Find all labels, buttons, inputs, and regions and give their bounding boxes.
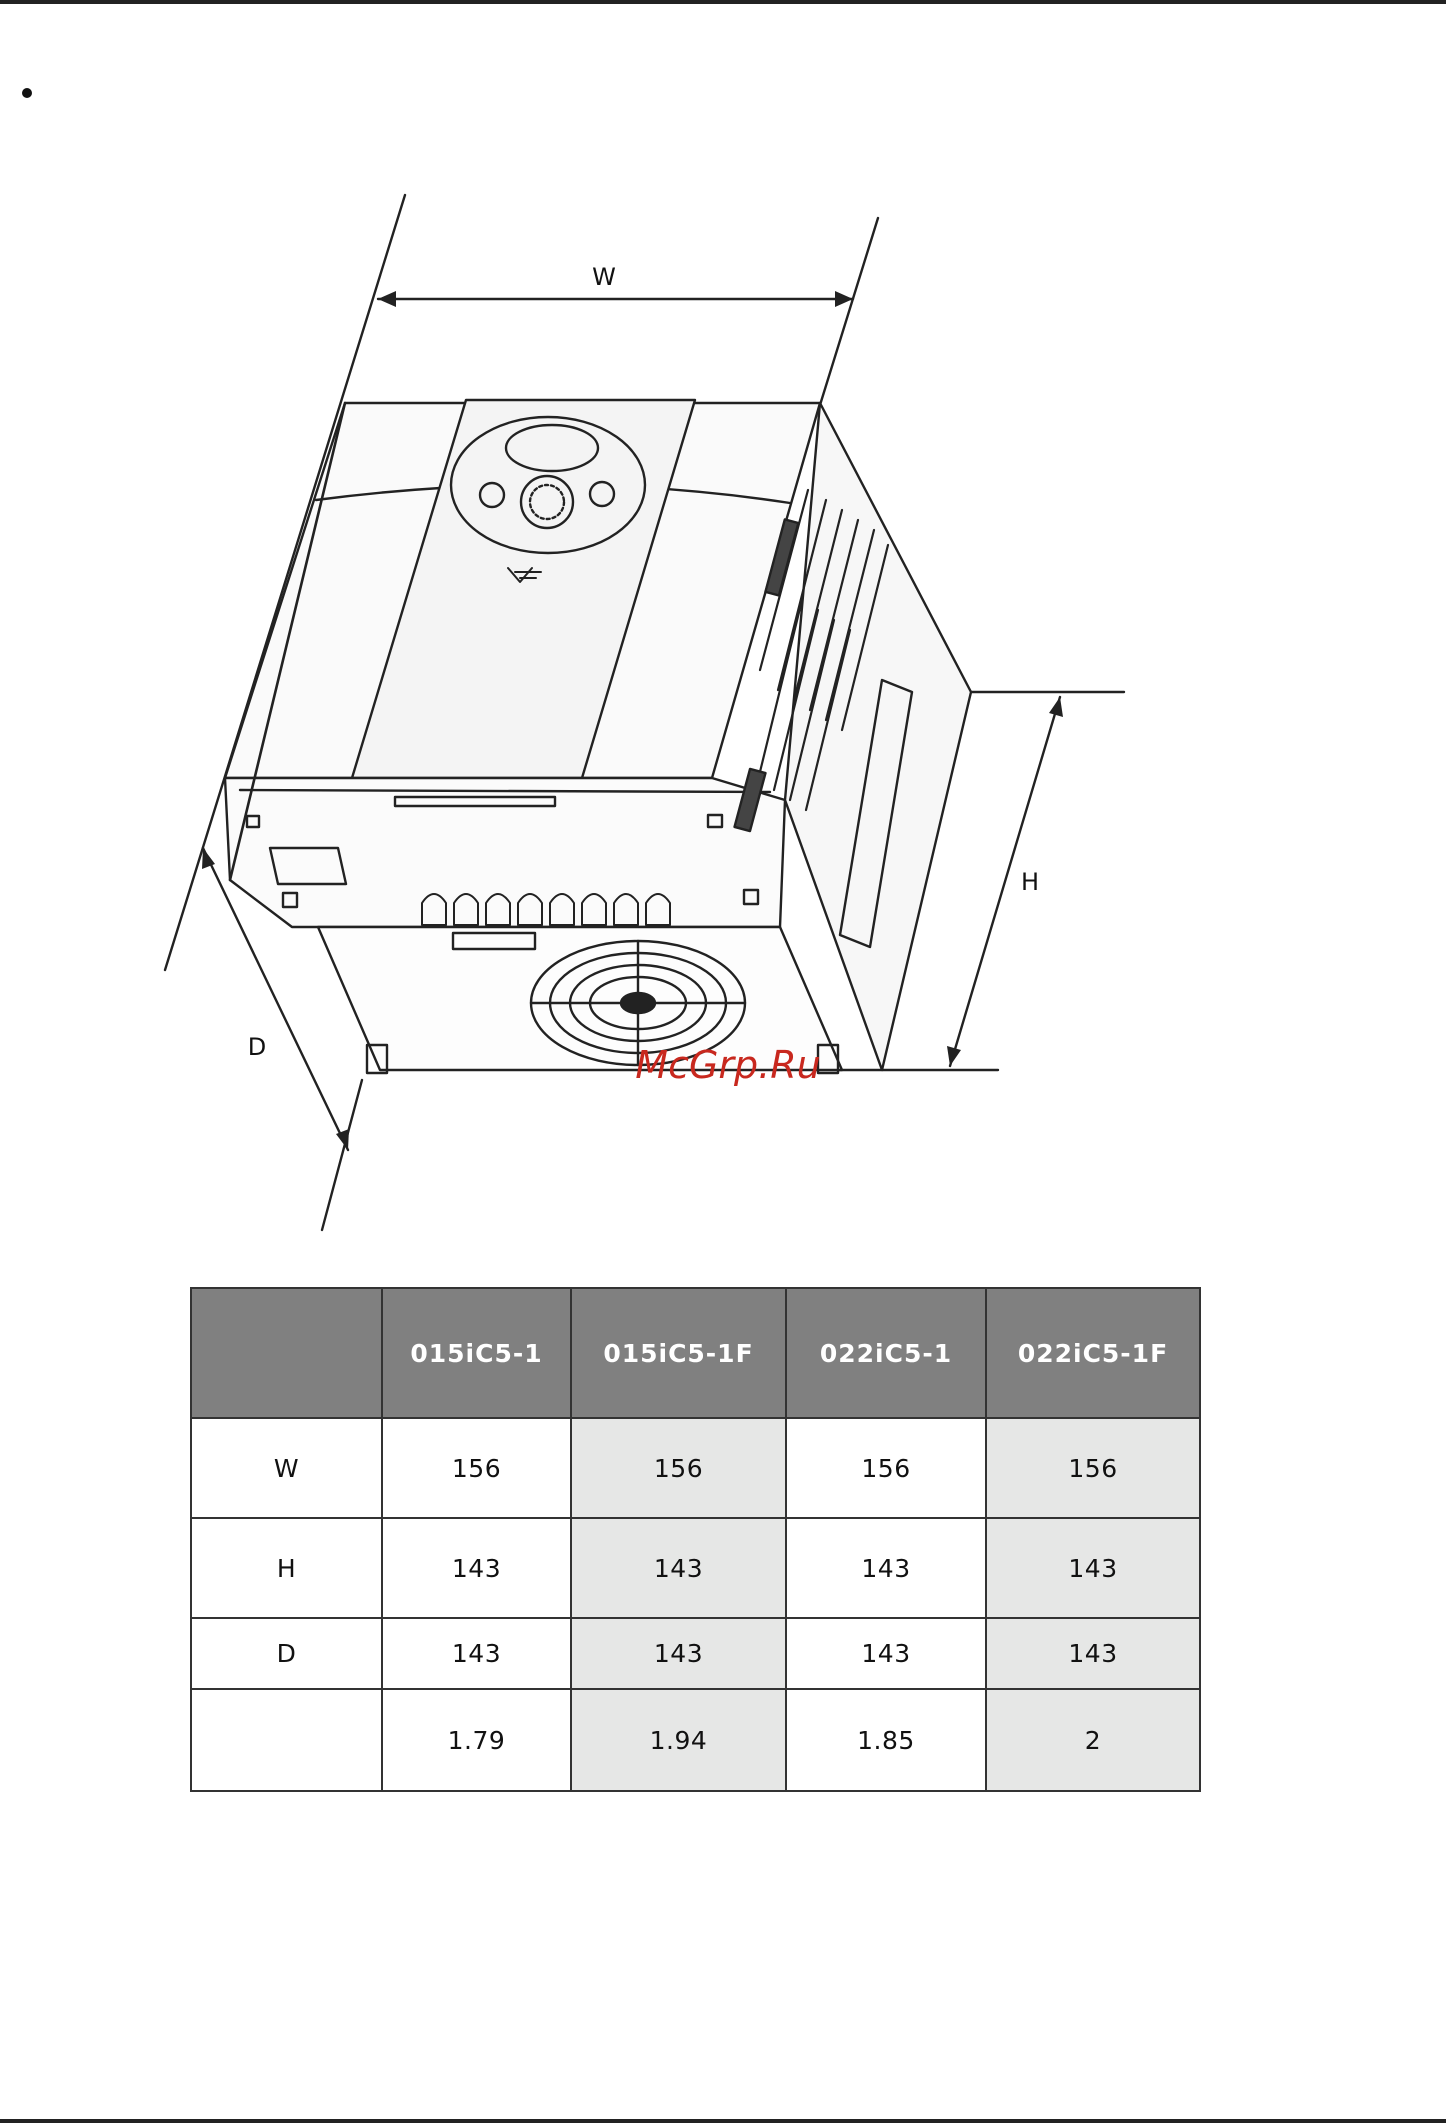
table-header-cell: 015iC5-1	[382, 1288, 571, 1418]
inverter-dimension-drawing	[0, 180, 1446, 1240]
watermark: McGrp.Ru	[635, 1043, 821, 1087]
table-cell: 1.79	[382, 1689, 571, 1791]
table-cell: 1.94	[571, 1689, 786, 1791]
table-cell: 143	[571, 1518, 786, 1618]
table-cell: 156	[382, 1418, 571, 1518]
table-cell: 1.85	[786, 1689, 986, 1791]
table-header-cell: 015iC5-1F	[571, 1288, 786, 1418]
table-header-cell: 022iC5-1	[786, 1288, 986, 1418]
table-cell: 143	[382, 1518, 571, 1618]
bullet-point	[22, 88, 32, 98]
row-label	[191, 1689, 382, 1791]
table-cell: 156	[571, 1418, 786, 1518]
table-cell: 2	[986, 1689, 1200, 1791]
bottom-rule	[0, 2119, 1446, 2123]
table-row	[191, 1418, 1200, 1518]
table-row	[191, 1618, 1200, 1689]
height-label: H	[1020, 868, 1040, 896]
table-row	[191, 1518, 1200, 1618]
row-label: D	[191, 1618, 382, 1689]
table-row	[191, 1689, 1200, 1791]
table-cell: 143	[571, 1618, 786, 1689]
top-rule	[0, 0, 1446, 4]
row-label: W	[191, 1418, 382, 1518]
table-header-row	[191, 1288, 1200, 1418]
width-label: W	[592, 263, 616, 291]
table-cell: 143	[786, 1618, 986, 1689]
table-cell: 156	[786, 1418, 986, 1518]
table-cell: 143	[986, 1518, 1200, 1618]
table-cell: 143	[382, 1618, 571, 1689]
table-cell: 143	[986, 1618, 1200, 1689]
dimensions-table	[190, 1287, 1201, 1792]
table-header-cell: 022iC5-1F	[986, 1288, 1200, 1418]
row-label: H	[191, 1518, 382, 1618]
depth-label: D	[247, 1033, 267, 1061]
table-cell: 143	[786, 1518, 986, 1618]
table-header-cell	[191, 1288, 382, 1418]
table-cell: 156	[986, 1418, 1200, 1518]
